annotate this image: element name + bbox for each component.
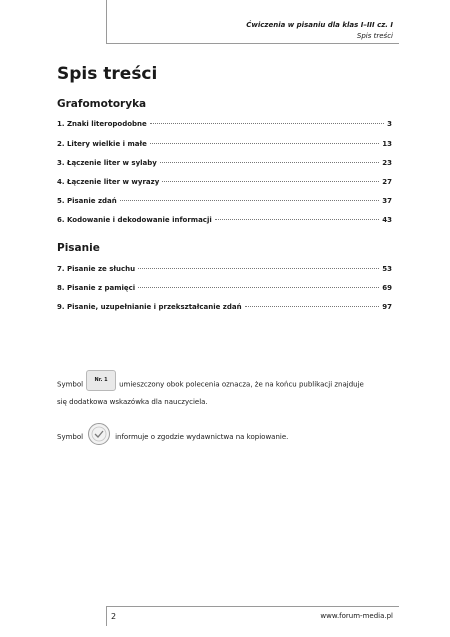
teacher-note-text-continued: się dodatkowa wskazówka dla nauczyciela.: [57, 398, 208, 406]
toc-page-number: 37: [382, 197, 392, 205]
teacher-note-prefix: Symbol: [57, 380, 84, 389]
toc-leader-dots: [138, 287, 379, 288]
teacher-note: [57, 374, 364, 409]
toc-page-number: 53: [382, 265, 392, 273]
footer-url: www.forum-media.pl: [320, 612, 393, 620]
toc-leader-dots: [160, 162, 379, 163]
header-title: Ćwiczenia w pisaniu dla klas I–III cz. I: [246, 21, 393, 29]
toc-leader-dots: [150, 143, 379, 144]
toc-leader-dots: [162, 181, 379, 182]
toc-item: [57, 120, 392, 132]
toc-item: [57, 265, 392, 277]
section-heading-pisanie: Pisanie: [57, 242, 100, 254]
toc-page-number: 23: [382, 159, 392, 167]
footer-page-number: 2: [111, 612, 117, 621]
page-title: Spis treści: [57, 64, 158, 84]
copy-note-text: informuje o zgodzie wydawnictwa na kopiowanie.: [115, 433, 289, 441]
copy-permission-stamp-icon: [87, 422, 111, 446]
toc-leader-dots: [215, 219, 379, 220]
toc-page-number: 43: [382, 216, 392, 224]
toc-leader-dots: [245, 306, 380, 307]
toc-page-number: 13: [382, 140, 392, 148]
toc-page-number: 27: [382, 178, 392, 186]
toc-item-label: 8. Pisanie z pamięci: [57, 284, 136, 292]
toc-item-label: 3. Łączenie liter w sylaby: [57, 159, 157, 167]
toc-page-number: 69: [382, 284, 392, 292]
toc-item: [57, 159, 392, 171]
toc-item-label: 5. Pisanie zdań: [57, 197, 117, 205]
copy-note-prefix: Symbol: [57, 433, 84, 441]
toc-item: [57, 284, 392, 296]
teacher-note-text: umieszczony obok polecenia oznacza, że na końcu publikacji znajduje: [119, 380, 364, 389]
toc-item: [57, 303, 392, 315]
page-footer: [106, 606, 399, 626]
toc-item: [57, 178, 392, 190]
toc-item: [57, 197, 392, 209]
toc-page-number: 3: [387, 120, 392, 128]
section-heading-grafomotoryka: Grafomotoryka: [57, 98, 147, 110]
toc-item-label: 1. Znaki literopodobne: [57, 120, 147, 128]
toc-leader-dots: [120, 200, 380, 201]
toc-item-label: 2. Litery wielkie i małe: [57, 140, 147, 148]
toc-item-label: 7. Pisanie ze słuchu: [57, 265, 136, 273]
header-subtitle: Spis treści: [356, 32, 393, 40]
toc-page-number: 97: [382, 303, 392, 311]
toc-leader-dots: [138, 268, 379, 269]
toc-item-label: 9. Pisanie, uzupełnianie i przekształcanie zdań: [57, 303, 242, 311]
toc-leader-dots: [150, 123, 384, 124]
toc-item-label: 6. Kodowanie i dekodowanie informacji: [57, 216, 212, 224]
toc-item: [57, 140, 392, 152]
teacher-note-badge: Nr. 1: [86, 370, 116, 391]
toc-item-label: 4. Łączenie liter w wyrazy: [57, 178, 160, 186]
toc-item: [57, 216, 392, 228]
copy-note: [57, 425, 288, 449]
page-header: [106, 0, 399, 44]
